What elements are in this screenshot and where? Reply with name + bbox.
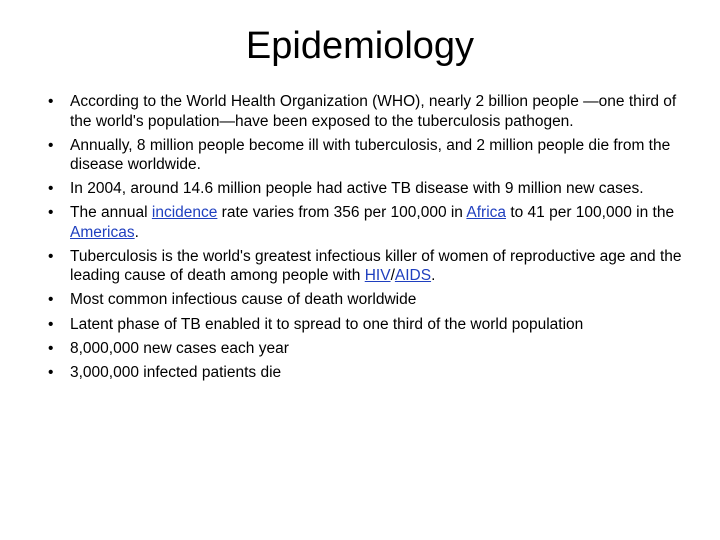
- hiv-link[interactable]: HIV: [364, 267, 391, 285]
- bullet-text: In 2004, around 14.6 million people had active TB disease with 9 million new cases.: [70, 180, 644, 198]
- bullet-text: 8,000,000 new cases each year: [70, 339, 289, 357]
- bullet-dot: •: [48, 93, 54, 110]
- americas-link[interactable]: Americas: [70, 223, 135, 241]
- bullet-text-part: rate varies from 356 per 100,000 in: [217, 204, 467, 222]
- incidence-link[interactable]: incidence: [151, 204, 218, 222]
- bullet-text: 3,000,000 infected patients die: [70, 363, 282, 381]
- bullet-text-part: to 41 per 100,000 in the: [506, 204, 675, 222]
- bullet-text: Annually, 8 million people become ill with tuberculosis, and 2 million people die from the disease worldwide.: [70, 136, 671, 174]
- bullet-item-common-cause: [48, 290, 688, 310]
- bullet-text-part: /: [390, 267, 395, 285]
- bullet-text-part: .: [431, 267, 436, 285]
- bullet-item-incidence-rate: [48, 203, 688, 242]
- aids-link[interactable]: AIDS: [394, 267, 432, 285]
- bullet-text-part: Tuberculosis is the world's greatest infectious killer of women of reproductive age and the leading cause of death among people with: [70, 247, 682, 285]
- bullet-item-new-cases: [48, 339, 688, 359]
- africa-link[interactable]: Africa: [466, 204, 507, 222]
- slide-title: Epidemiology: [245, 25, 475, 67]
- bullet-text: Most common infectious cause of death worldwide: [70, 291, 417, 309]
- bullet-item-who-exposure: [48, 92, 688, 131]
- bullet-item-deaths: [48, 363, 688, 383]
- bullet-item-2004-cases: [48, 179, 688, 199]
- bullet-text-part: .: [134, 223, 139, 241]
- bullet-dot: •: [48, 180, 54, 198]
- bullet-text: According to the World Health Organization (WHO), nearly 2 billion people —one third of the world's population—have been exposed to the tuberculosis pathogen.: [70, 93, 677, 130]
- bullet-text-part: The annual: [70, 204, 152, 222]
- bullet-item-latent-phase: [48, 315, 688, 335]
- bullet-dot: •: [48, 204, 54, 222]
- bullet-dot: •: [48, 136, 54, 154]
- bullet-dot: •: [48, 339, 54, 357]
- bullet-list: [48, 92, 688, 387]
- bullet-dot: •: [48, 315, 54, 333]
- bullet-dot: •: [48, 247, 54, 265]
- bullet-dot: •: [48, 291, 54, 309]
- bullet-dot: •: [48, 363, 54, 381]
- bullet-item-women-killer: [48, 247, 688, 286]
- bullet-item-annual-illness: [48, 136, 688, 175]
- bullet-text: Latent phase of TB enabled it to spread to one third of the world population: [70, 315, 584, 333]
